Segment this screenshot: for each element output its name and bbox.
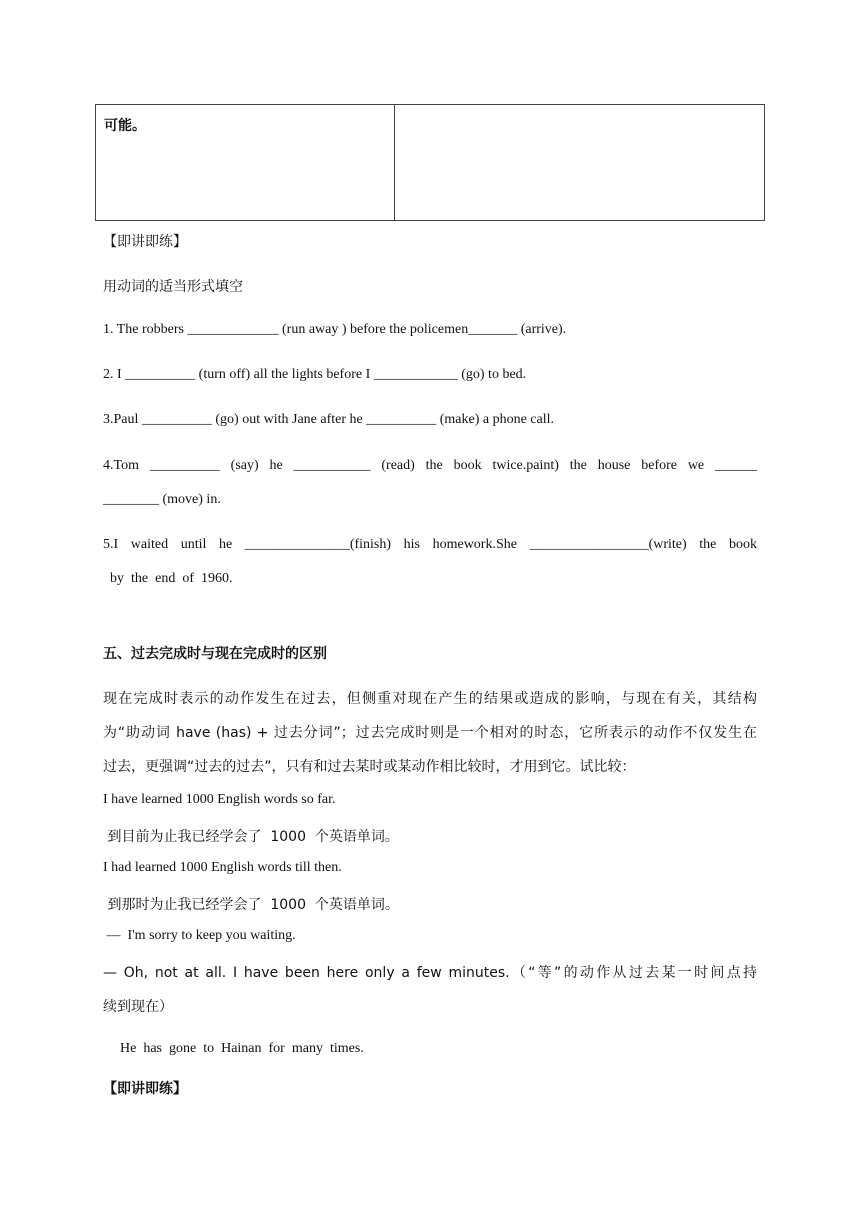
example-translation-2: 到那时为止我已经学会了 1000 个英语单词。: [103, 897, 399, 913]
table-cell-left: 可能。: [96, 105, 395, 220]
example-sentence-2: I had learned 1000 English words till then.: [103, 860, 342, 875]
example-sentence-1: I have learned 1000 English words so far.: [103, 792, 336, 807]
exercise-item-3: 3.Paul __________ (go) out with Jane after he __________ (make) a phone call.: [103, 412, 555, 427]
section-heading: 五、过去完成时与现在完成时的区别: [103, 646, 327, 662]
exercise-item-4-line-2: ________ (move) in.: [103, 492, 221, 507]
practice-heading: 【即讲即练】: [103, 234, 187, 250]
practice-heading-2: 【即讲即练】: [103, 1081, 187, 1097]
paragraph-line: 为“助动词 have (has) + 过去分词”；过去完成时则是一个相对的时态，它所表示的动作不仅发生在: [103, 725, 757, 741]
exercise-item-1: 1. The robbers _____________ (run away ) before the policemen_______ (arrive).: [103, 322, 567, 337]
dialog-line-question: — I'm sorry to keep you waiting.: [103, 928, 296, 943]
table-cell-right: [395, 105, 764, 220]
content-table: [95, 104, 765, 221]
example-sentence-3: He has gone to Hainan for many times.: [120, 1041, 364, 1056]
paragraph-line: 现在完成时表示的动作发生在过去，但侧重对现在产生的结果或造成的影响，与现在有关，其结构: [103, 691, 757, 707]
paragraph-line: 过去，更强调“过去的过去”，只有和过去某时或某动作相比较时，才用到它。试比较：: [103, 759, 636, 775]
exercise-item-4-line-1: 4.Tom __________ (say) he ___________ (read) the book twice.paint) the house before we ______: [103, 458, 757, 473]
exercise-item-5-line-1: 5.I waited until he _______________(finish) his homework.She _________________(write) the book: [103, 537, 757, 552]
exercise-item-5-line-2: by the end of 1960.: [103, 571, 233, 586]
explanation-paragraph: [103, 682, 757, 784]
dialog-line-answer: — Oh, not at all. I have been here only a few minutes.（“等”的动作从过去某一时间点持: [103, 965, 757, 981]
practice-instruction: 用动词的适当形式填空: [103, 279, 243, 295]
dialog-line-answer-cont: 续到现在）: [103, 999, 173, 1015]
example-translation-1: 到目前为止我已经学会了 1000 个英语单词。: [103, 829, 399, 845]
exercise-item-2: 2. I __________ (turn off) all the lights before I ____________ (go) to bed.: [103, 367, 527, 382]
